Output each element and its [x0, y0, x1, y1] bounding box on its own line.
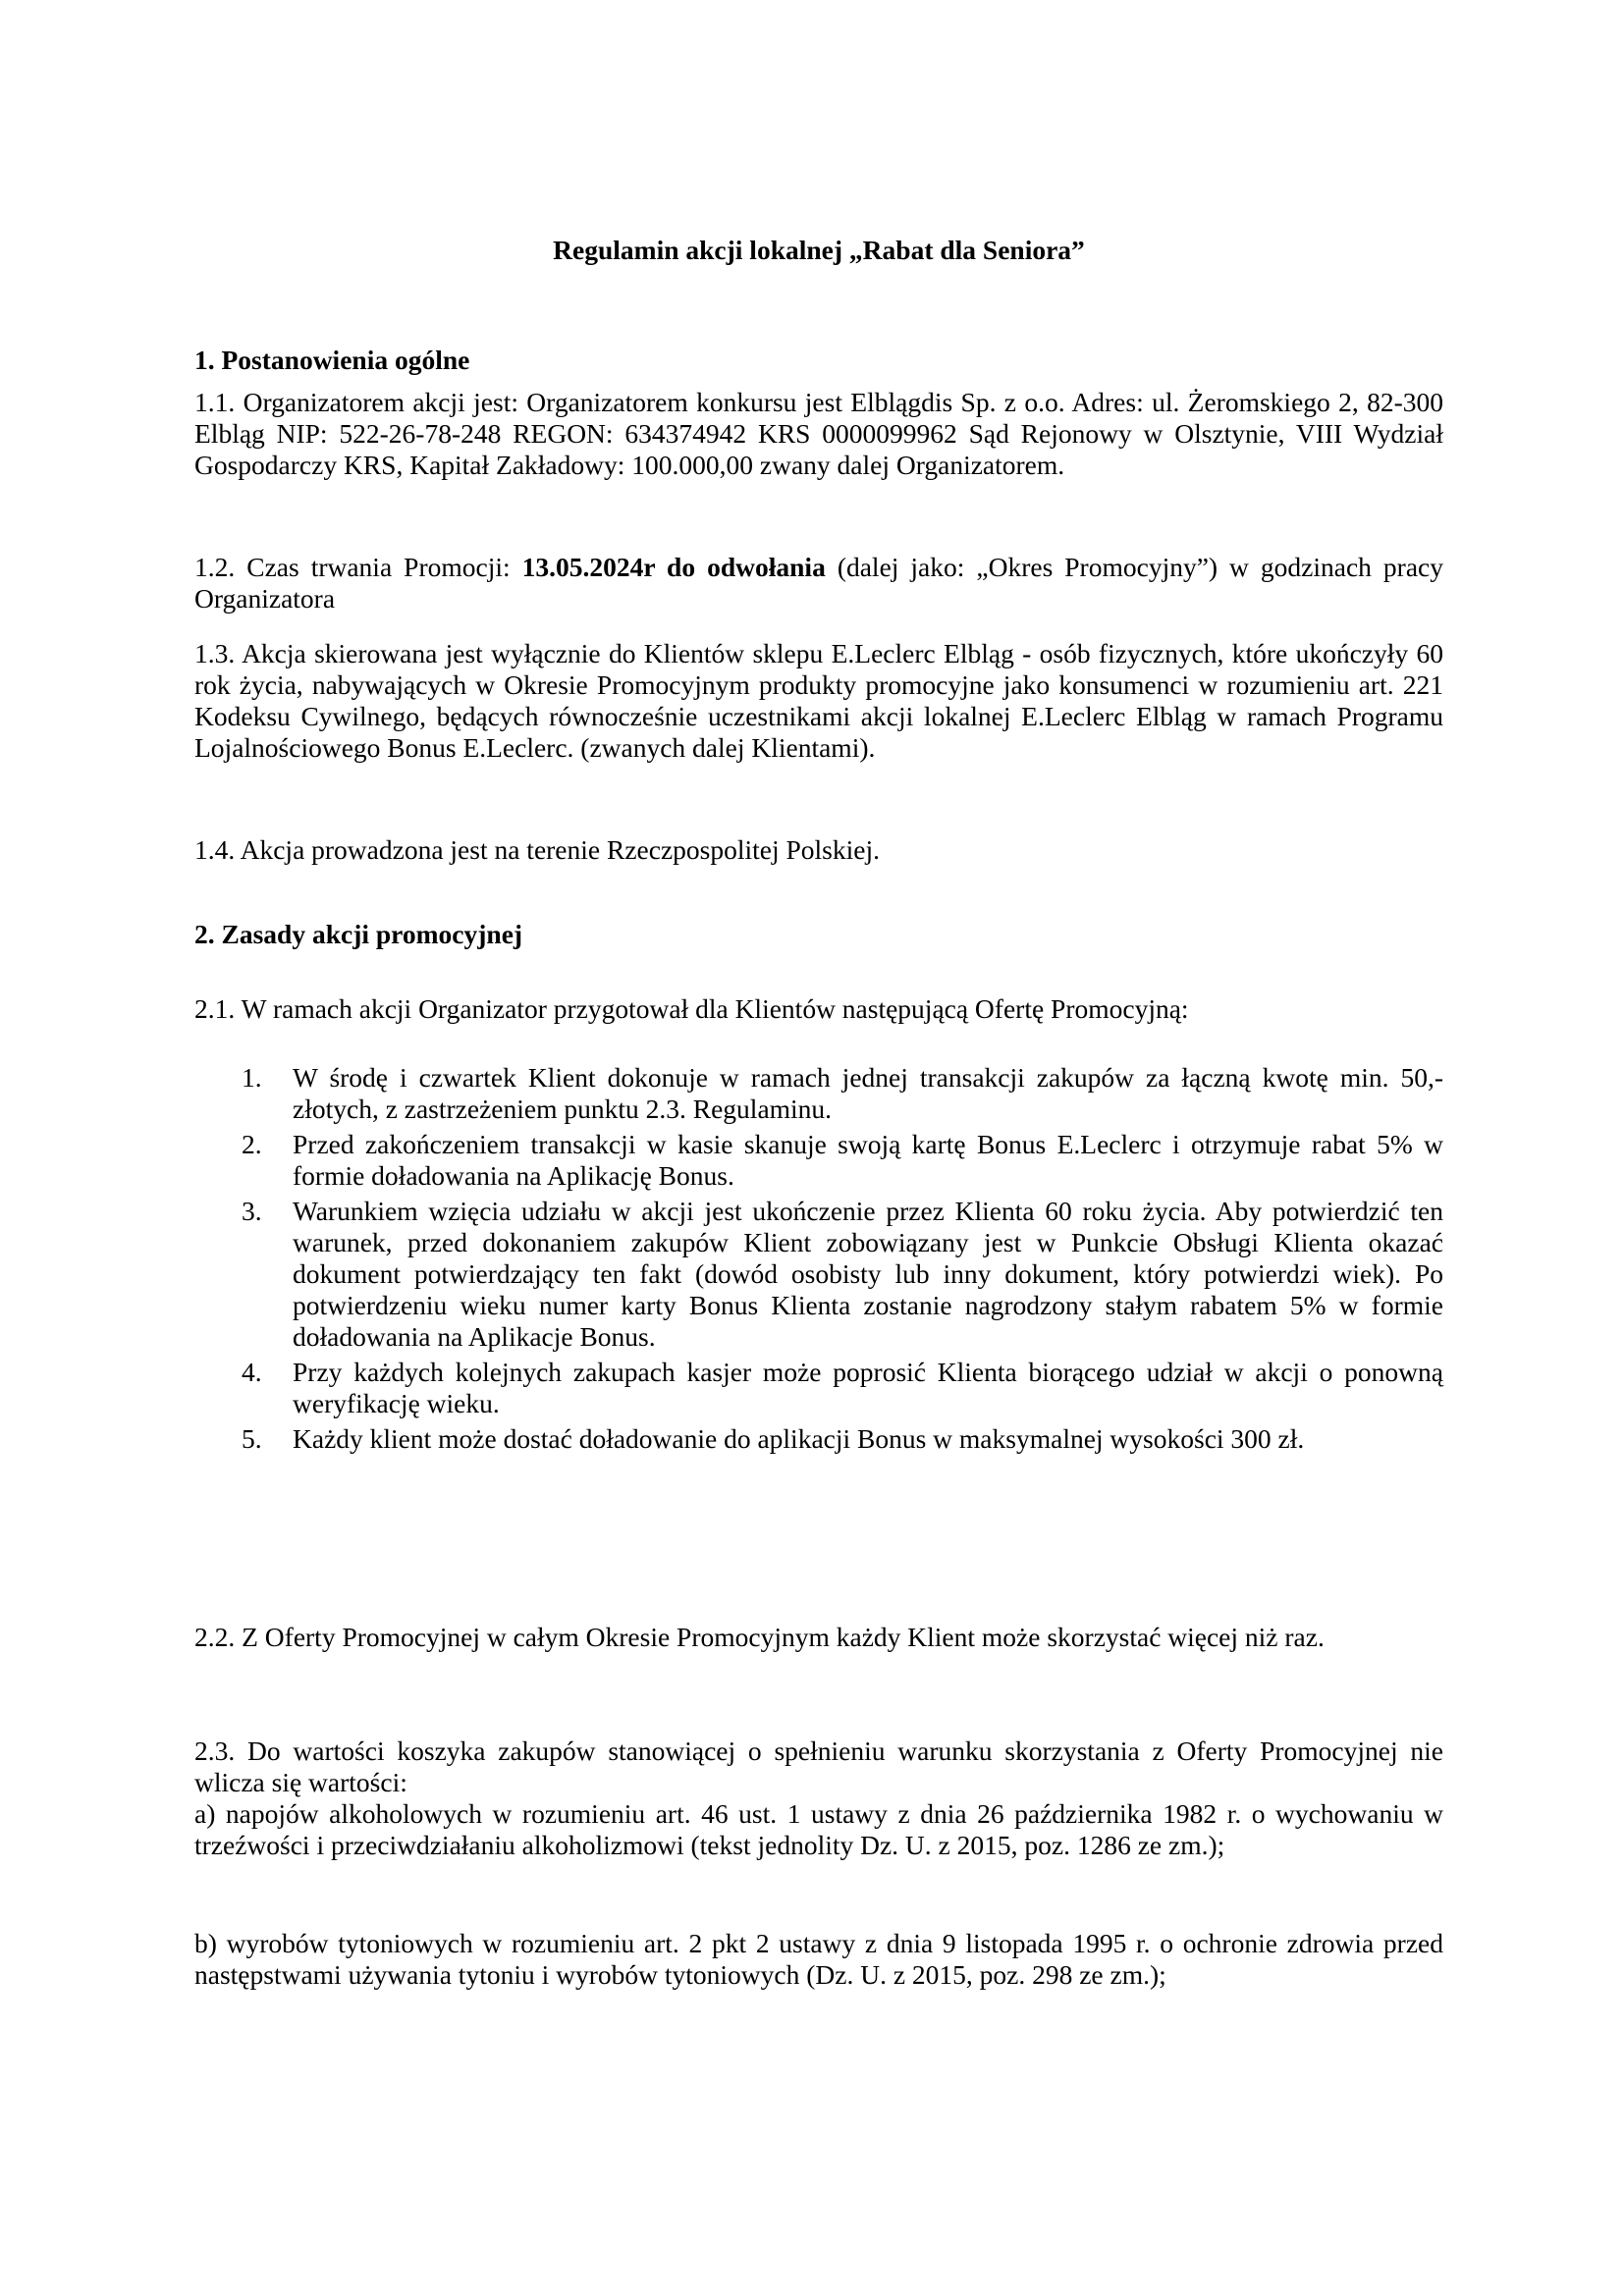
- list-item: [242, 1423, 1443, 1455]
- paragraph-1-2-text-end: (dalej jako: „Okres Promocyjny”) w godzinach pracy Organizatora: [194, 552, 1443, 614]
- list-item-number: 4.: [242, 1357, 262, 1387]
- list-item-text: Przy każdych kolejnych zakupach kasjer może poprosić Klienta biorącego udział w akcji o ponowną weryfikację wieku.: [293, 1357, 1443, 1418]
- offer-list: [242, 1062, 1443, 1455]
- paragraph-2-3-a: a) napojów alkoholowych w rozumieniu art. 46 ust. 1 ustawy z dnia 26 października 1982 r. o wychowaniu w trzeźwości i przeciwdziałaniu alkoholizmowi (tekst jednolity Dz. U. z 2015, poz. 1286 ze zm.);: [194, 1798, 1443, 1860]
- list-item-number: 3.: [242, 1196, 262, 1226]
- list-item-text: Każdy klient może dostać doładowanie do aplikacji Bonus w maksymalnej wysokości 300 zł.: [293, 1423, 1305, 1454]
- section-1-heading: 1. Postanowienia ogólne: [194, 345, 470, 375]
- list-item: [242, 1357, 1443, 1419]
- promotion-period-dates: 13.05.2024r do odwołania: [521, 552, 826, 582]
- list-item: [242, 1129, 1443, 1192]
- list-item-text: Warunkiem wzięcia udziału w akcji jest ukończenie przez Klienta 60 roku życia. Aby potwierdzić ten warunek, przed dokonaniem zakupów Klient zobowiązany jest w Punkcie Obsługi Klienta okazać dokument potwierdzający ten fakt (dowód osobisty lub inny dokument, który potwierdzi wiek). Po potwierdzeniu wieku numer karty Bonus Klienta zostanie nagrodzony stałym rabatem 5% w formie doładowania na Aplikacje Bonus.: [293, 1196, 1443, 1352]
- list-item-text: W środę i czwartek Klient dokonuje w ramach jednej transakcji zakupów za łączną kwotę min. 50,- złotych, z zastrzeżeniem punktu 2.3. Regulaminu.: [293, 1062, 1443, 1124]
- list-item-number: 1.: [242, 1062, 262, 1093]
- section-2-heading: 2. Zasady akcji promocyjnej: [194, 919, 523, 949]
- paragraph-2-2: 2.2. Z Oferty Promocyjnej w całym Okresie Promocyjnym każdy Klient może skorzystać więcej niż raz.: [194, 1622, 1325, 1652]
- list-item-number: 5.: [242, 1423, 262, 1454]
- list-item-text: Przed zakończeniem transakcji w kasie skanuje swoją kartę Bonus E.Leclerc i otrzymuje rabat 5% w formie doładowania na Aplikację Bonus.: [293, 1129, 1443, 1191]
- paragraph-1-1: 1.1. Organizatorem akcji jest: Organizatorem konkursu jest Elblągdis Sp. z o.o. Adres: ul. Żeromskiego 2, 82-300 Elbląg NIP: 522-26-78-248 REGON: 634374942 KRS 0000099962 Sąd Rejonowy w Olsztynie, VIII Wydział Gospodarczy KRS, Kapitał Zakładowy: 100.000,00 zwany dalej Organizatorem.: [194, 387, 1443, 480]
- list-item-number: 2.: [242, 1129, 262, 1159]
- paragraph-2-1: 2.1. W ramach akcji Organizator przygotował dla Klientów następującą Ofertę Promocyjną:: [194, 993, 1189, 1024]
- paragraph-2-3: 2.3. Do wartości koszyka zakupów stanowiącej o spełnieniu warunku skorzystania z Oferty Promocyjnej nie wlicza się wartości:: [194, 1735, 1443, 1797]
- paragraph-1-2: [194, 552, 1443, 614]
- paragraph-2-3-b: b) wyrobów tytoniowych w rozumieniu art. 2 pkt 2 ustawy z dnia 9 listopada 1995 r. o ochronie zdrowia przed następstwami używania tytoniu i wyrobów tytoniowych (Dz. U. z 2015, poz. 298 ze zm.);: [194, 1928, 1443, 1990]
- document-title: Regulamin akcji lokalnej „Rabat dla Seniora”: [553, 235, 1085, 265]
- paragraph-1-2-text: 1.2. Czas trwania Promocji:: [194, 552, 522, 582]
- paragraph-1-4: 1.4. Akcja prowadzona jest na terenie Rzeczpospolitej Polskiej.: [194, 834, 880, 865]
- list-item: [242, 1196, 1443, 1353]
- paragraph-1-3: 1.3. Akcja skierowana jest wyłącznie do Klientów sklepu E.Leclerc Elbląg - osób fizycznych, które ukończyły 60 rok życia, nabywających w Okresie Promocyjnym produkty promocyjne jako konsumenci w rozumieniu art. 221 Kodeksu Cywilnego, będących równocześnie uczestnikami akcji lokalnej E.Leclerc Elbląg w ramach Programu Lojalnościowego Bonus E.Leclerc. (zwanych dalej Klientami).: [194, 638, 1443, 763]
- list-item: [242, 1062, 1443, 1125]
